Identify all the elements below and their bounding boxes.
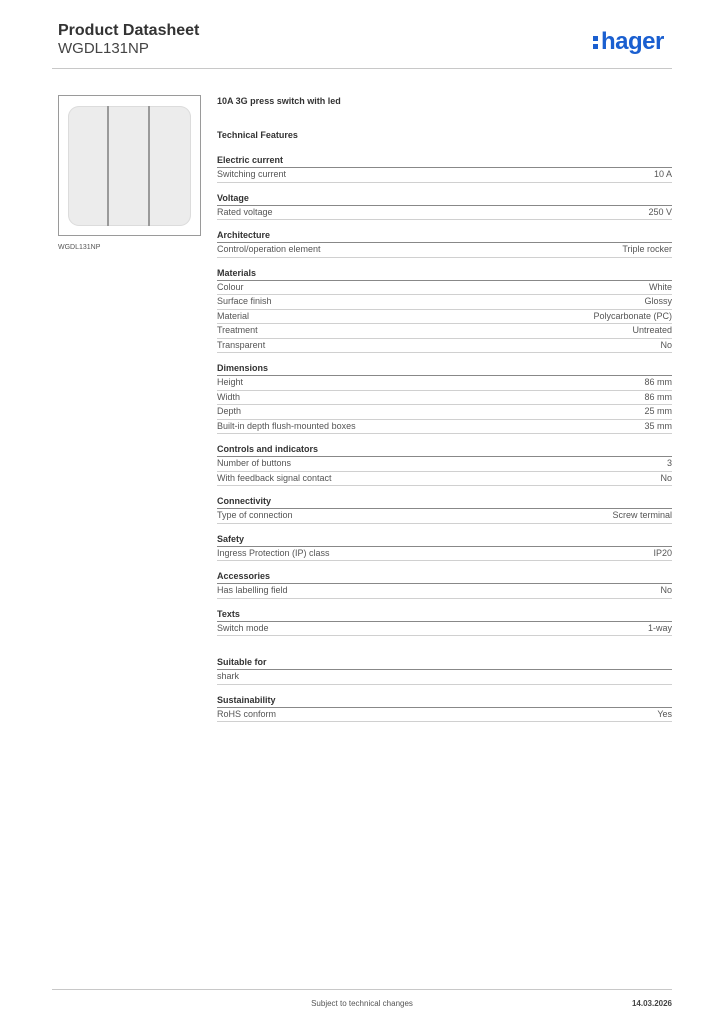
hager-logo: [593, 28, 664, 56]
feature-row: [217, 310, 672, 325]
feature-label: shark: [217, 671, 240, 681]
product-name: 10A 3G press switch with led: [217, 96, 341, 106]
feature-value: Screw terminal: [612, 510, 672, 520]
feature-label: Colour: [217, 281, 244, 292]
section-title: Texts: [217, 608, 672, 622]
feature-label: Depth: [217, 406, 242, 416]
feature-value: 1-way: [647, 622, 672, 633]
features-sections: [217, 154, 672, 722]
feature-value: Polycarbonate (PC): [593, 310, 672, 321]
feature-label: With feedback signal contact: [217, 472, 332, 483]
feature-value: No: [660, 339, 672, 350]
feature-value: 25 mm: [644, 406, 672, 416]
section-title: Materials: [217, 267, 672, 281]
feature-row: [217, 339, 672, 354]
feature-value: Untreated: [632, 325, 672, 335]
rocker-divider: [107, 106, 109, 226]
feature-row: [217, 457, 672, 472]
feature-label: Control/operation element: [217, 244, 321, 254]
feature-row: [217, 584, 672, 599]
feature-row: [217, 376, 672, 391]
section-title: Suitable for: [217, 656, 672, 670]
feature-value: 10 A: [653, 169, 672, 179]
feature-row: [217, 206, 672, 221]
feature-section: [217, 656, 672, 685]
feature-label: Ingress Protection (IP) class: [217, 547, 330, 558]
feature-label: Height: [217, 377, 244, 387]
product-image-caption: WGDL131NP: [58, 244, 101, 251]
feature-label: Number of buttons: [217, 458, 292, 468]
feature-value: Glossy: [644, 296, 672, 306]
feature-value: No: [660, 585, 672, 595]
feature-section: [217, 362, 672, 434]
feature-label: Switching current: [217, 169, 287, 179]
feature-row: [217, 295, 672, 310]
feature-section: [217, 154, 672, 183]
feature-section: [217, 267, 672, 354]
section-title: Accessories: [217, 570, 672, 584]
feature-row: [217, 168, 672, 183]
section-title: Electric current: [217, 154, 672, 168]
rocker-divider: [148, 106, 150, 226]
page-title: Product Datasheet: [58, 22, 200, 39]
logo-text: hager: [601, 28, 664, 55]
feature-value: Yes: [657, 708, 672, 719]
footer-note: Subject to technical changes: [311, 999, 413, 1008]
technical-features-title: Technical Features: [217, 130, 298, 140]
product-code: WGDL131NP: [58, 40, 149, 57]
feature-row: [217, 708, 672, 723]
feature-row: [217, 324, 672, 339]
feature-value: 250 V: [648, 206, 672, 217]
section-title: Sustainability: [217, 694, 672, 708]
feature-section: [217, 495, 672, 524]
datasheet-content: [217, 95, 672, 731]
feature-value: Triple rocker: [622, 244, 672, 254]
feature-section: [217, 533, 672, 562]
section-title: Connectivity: [217, 495, 672, 509]
feature-row: [217, 472, 672, 487]
feature-row: [217, 547, 672, 562]
feature-label: Switch mode: [217, 622, 269, 633]
feature-label: Material: [217, 310, 250, 321]
logo-colon-icon: [593, 32, 599, 50]
feature-label: Has labelling field: [217, 585, 288, 595]
feature-label: Type of connection: [217, 510, 293, 520]
feature-row: [217, 243, 672, 258]
feature-label: Transparent: [217, 339, 266, 350]
product-image: [58, 95, 201, 236]
feature-row: [217, 420, 672, 435]
section-title: Dimensions: [217, 362, 672, 376]
feature-row: [217, 670, 672, 685]
feature-label: Built-in depth flush-mounted boxes: [217, 420, 356, 431]
feature-label: Surface finish: [217, 296, 272, 306]
feature-label: Rated voltage: [217, 206, 273, 217]
feature-section: [217, 229, 672, 258]
switch-plate: [68, 106, 191, 226]
section-title: Architecture: [217, 229, 672, 243]
feature-value: White: [648, 281, 672, 292]
feature-row: [217, 509, 672, 524]
feature-value: No: [660, 472, 672, 483]
feature-row: [217, 405, 672, 420]
feature-label: Treatment: [217, 325, 258, 335]
feature-section: [217, 608, 672, 637]
header-divider: [52, 68, 672, 69]
feature-row: [217, 281, 672, 296]
feature-value: 86 mm: [644, 391, 672, 402]
feature-row: [217, 391, 672, 406]
section-title: Safety: [217, 533, 672, 547]
feature-value: 86 mm: [644, 377, 672, 387]
footer-date: 14.03.2026: [631, 999, 672, 1008]
feature-row: [217, 622, 672, 637]
feature-section: [217, 443, 672, 486]
feature-value: 3: [666, 458, 672, 468]
feature-label: RoHS conform: [217, 708, 277, 719]
section-title: Voltage: [217, 192, 672, 206]
feature-section: [217, 570, 672, 599]
feature-label: Width: [217, 391, 241, 402]
footer-divider: [52, 989, 672, 990]
feature-section: [217, 192, 672, 221]
feature-section: [217, 694, 672, 723]
feature-value: 35 mm: [644, 420, 672, 431]
section-title: Controls and indicators: [217, 443, 672, 457]
feature-value: IP20: [653, 547, 672, 558]
